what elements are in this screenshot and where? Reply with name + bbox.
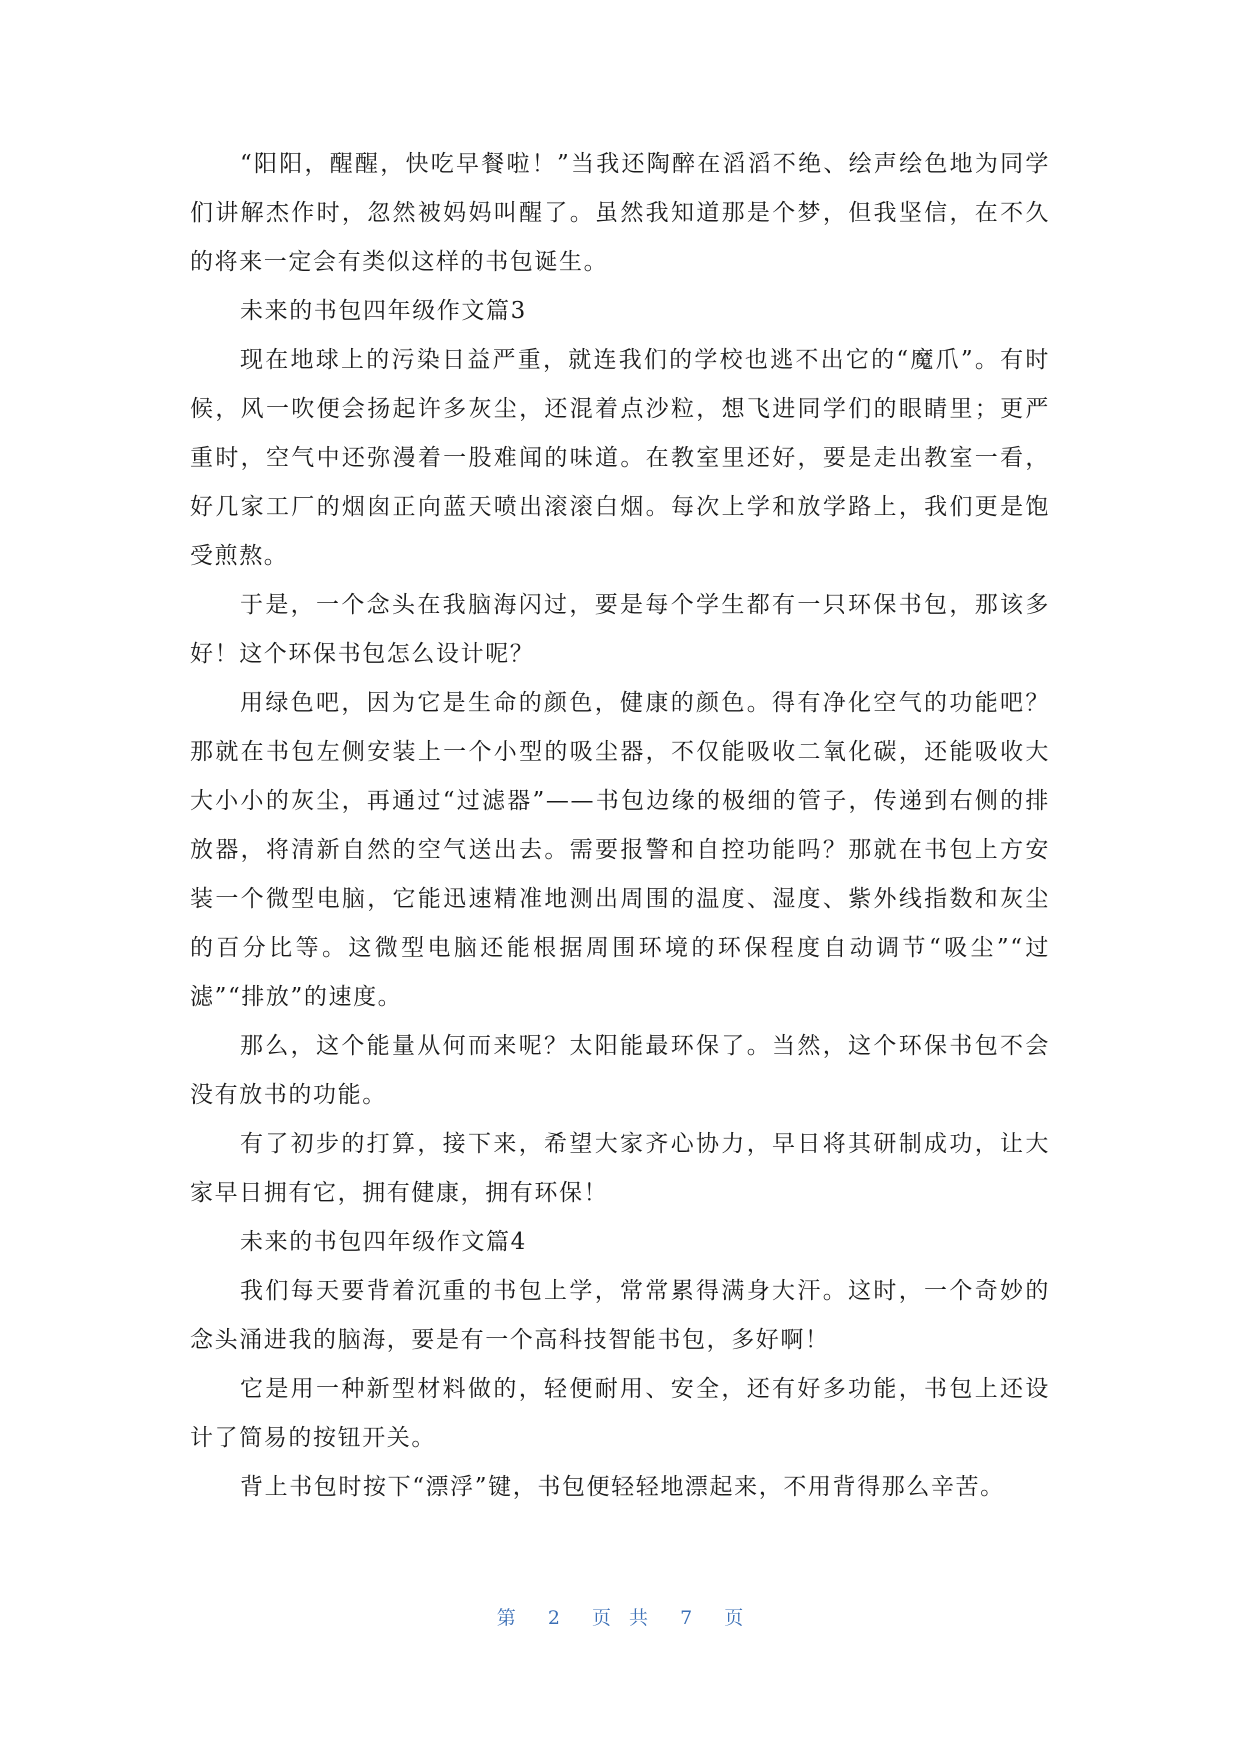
footer-suffix: 页 — [724, 1607, 745, 1629]
paragraph: 那么，这个能量从何而来呢？太阳能最环保了。当然，这个环保书包不会没有放书的功能。 — [190, 1033, 1050, 1108]
paragraph: 有了初步的打算，接下来，希望大家齐心协力，早日将其研制成功，让大家早日拥有它，拥有健康，拥有环保！ — [190, 1131, 1050, 1206]
section-heading: 未来的书包四年级作文篇4 — [240, 1229, 527, 1255]
paragraph: 用绿色吧，因为它是生命的颜色，健康的颜色。得有净化空气的功能吧？那就在书包左侧安装上一个小型的吸尘器，不仅能吸收二氧化碳，还能吸收大大小小的灰尘，再通过“过滤器”——书包边缘的极细的管子，传递到右侧的排放器，将清新自然的空气送出去。需要报警和自控功能吗？那就在书包上方安装一个微型电脑，它能迅速精准地测出周围的温度、湿度、紫外线指数和灰尘的百分比等。这微型电脑还能根据周围环境的环保程度自动调节“吸尘”“过滤”“排放”的速度。 — [190, 690, 1050, 1010]
paragraph: 它是用一种新型材料做的，轻便耐用、安全，还有好多功能，书包上还设计了简易的按钮开关。 — [190, 1376, 1050, 1451]
paragraph: 我们每天要背着沉重的书包上学，常常累得满身大汗。这时，一个奇妙的念头涌进我的脑海，要是有一个高科技智能书包，多好啊！ — [190, 1278, 1050, 1353]
document-body — [190, 140, 1050, 1512]
paragraph: “阳阳，醒醒，快吃早餐啦！”当我还陶醉在滔滔不绝、绘声绘色地为同学们讲解杰作时，忽然被妈妈叫醒了。虽然我知道那是个梦，但我坚信，在不久的将来一定会有类似这样的书包诞生。 — [190, 151, 1050, 275]
section-heading: 未来的书包四年级作文篇3 — [240, 298, 527, 324]
current-page-number: 2 — [547, 1607, 561, 1629]
paragraph: 现在地球上的污染日益严重，就连我们的学校也逃不出它的“魔爪”。有时候，风一吹便会扬起许多灰尘，还混着点沙粒，想飞进同学们的眼睛里；更严重时，空气中还弥漫着一股难闻的味道。在教室里还好，要是走出教室一看，好几家工厂的烟囱正向蓝天喷出滚滚白烟。每次上学和放学路上，我们更是饱受煎熬。 — [190, 347, 1050, 569]
total-pages-number: 7 — [680, 1607, 694, 1629]
paragraph: 背上书包时按下“漂浮”键，书包便轻轻地漂起来，不用背得那么辛苦。 — [240, 1474, 1005, 1500]
footer-prefix: 第 — [496, 1607, 517, 1629]
paragraph: 于是，一个念头在我脑海闪过，要是每个学生都有一只环保书包，那该多好！这个环保书包怎么设计呢？ — [190, 592, 1050, 667]
footer-middle: 页 共 — [591, 1607, 650, 1629]
page-footer — [0, 1603, 1241, 1630]
